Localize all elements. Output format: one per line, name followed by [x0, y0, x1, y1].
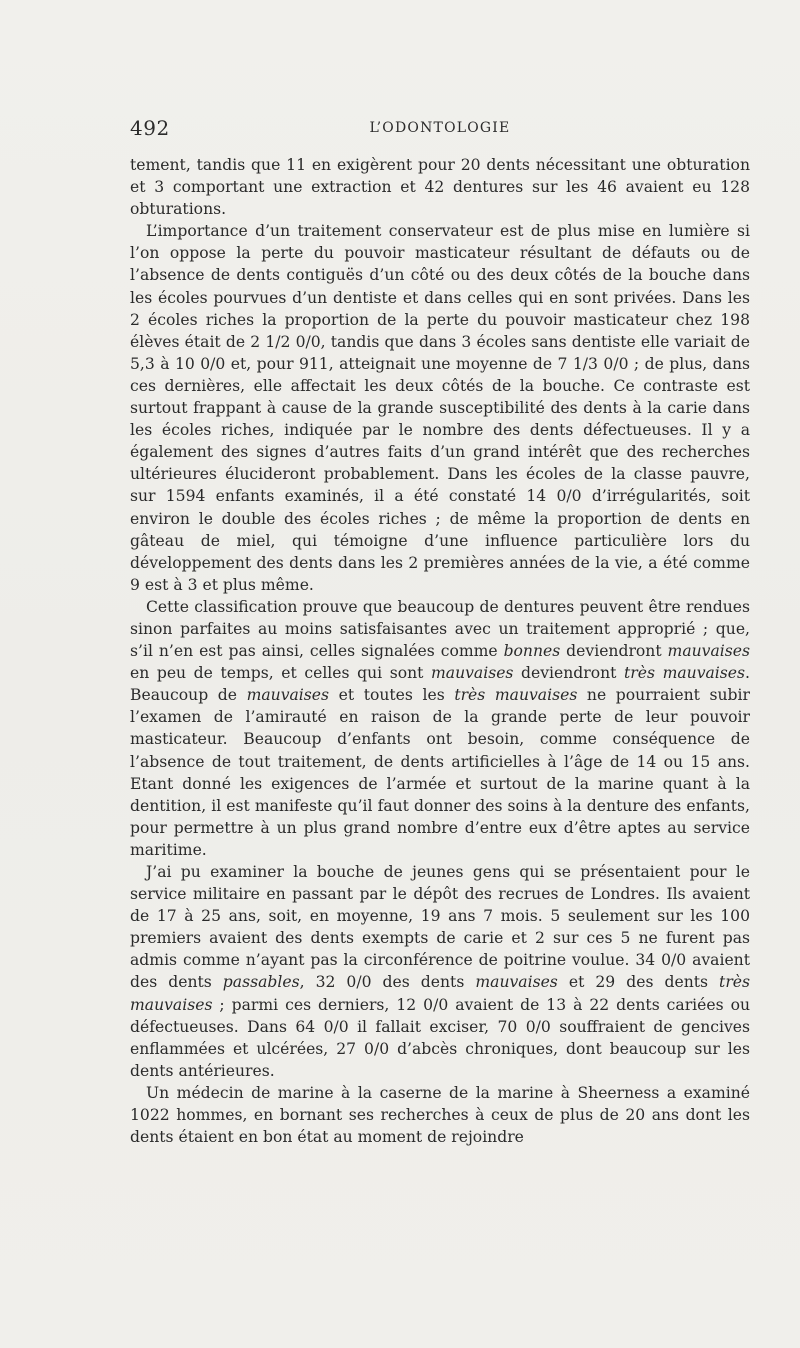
- text-run: en peu de temps, et celles qui sont: [130, 664, 431, 683]
- italic-text-run: très mauvaises: [624, 664, 746, 683]
- italic-text-run: mauvaises: [475, 973, 558, 992]
- text-run: L’importance d’un traitement conservateur est de plus mise en lumière si l’on oppose la perte du pouvoir masticateur résultant de défauts ou de l’absence de dents contiguës d’un côté ou des deux côtés de la bouche dans les écoles pourvues d’un dentiste et dans celles qui en sont privées. Dans les 2 écoles riches la proportion de la perte du pouvoir masticateur chez 198 élèves était de 2 1/2 0/0, tandis que dans 3 écoles sans dentiste elle variait de 5,3 à 10 0/0 et, pour 911, atteignait une moyenne de 7 1/3 0/0 ; de plus, dans ces dernières, elle affectait les deux côtés de la bouche. Ce contraste est surtout frappant à cause de la grande susceptibilité des dents à la carie dans les écoles riches, indiquée par le nombre des dents défectueuses. Il y a également des signes d’autres faits d’un grand intérêt que des recherches ultérieures élucideront probablement. Dans les écoles de la classe pauvre, sur 1594 enfants examinés, il a été constaté 14 0/0 d’irrégularités, soit environ le double des écoles riches ; de même la proportion de dents en gâteau de miel, qui témoigne d’une influence particulière lors du développement des dents dans les 2 premières années de la vie, a été comme 9 est à 3 et plus même.: [130, 222, 750, 594]
- paragraph: [130, 154, 750, 220]
- paragraph: [130, 220, 750, 596]
- body-text: [130, 154, 750, 1148]
- italic-text-run: mauvaises: [430, 664, 514, 683]
- text-run: Un médecin de marine à la caserne de la marine à Sheerness a examiné 1022 hommes, en bornant ses recherches à ceux de plus de 20 ans dont les dents étaient en bon état au moment de rejoindre: [130, 1083, 750, 1147]
- page-header: [130, 116, 750, 142]
- text-run: et toutes les: [329, 686, 455, 705]
- text-run: J’ai pu examiner la bouche de jeunes gens qui se présentaient pour le service militaire en passant par le dépôt des recrues de Londres. Ils avaient de 17 à 25 ans, soit, en moyenne, 19 ans 7 mois. 5 seulement sur les 100 premiers avaient des dents exempts de carie et 2 sur ces 5 ne furent pas admis comme n’ayant pas la circonférence de poitrine voulue. 34 0/0 avaient des dents: [130, 863, 750, 992]
- paragraph: [130, 596, 750, 861]
- italic-text-run: passables: [222, 973, 300, 992]
- text-run: ; parmi ces derniers, 12 0/0 avaient de 13 à 22 dents cariées ou défectueuses. Dans 64 0/0 il fallait exciser, 70 0/0 souffraient de gencives enflammées et ulcérées, 27 0/0 d’abcès chroniques, dont beaucoup sur les dents antérieures.: [130, 995, 750, 1080]
- text-run: . Beaucoup de: [130, 664, 750, 705]
- italic-text-run: bonnes: [503, 642, 561, 661]
- running-head: L’ODONTOLOGIE: [369, 120, 511, 136]
- text-run: deviendront: [513, 664, 625, 683]
- italic-text-run: mauvaises: [246, 686, 330, 705]
- paragraph: [130, 861, 750, 1082]
- text-run: tement, tandis que 11 en exigèrent pour 20 dents nécessitant une obturation et 3 comportant une extraction et 42 dentures sur les 46 avaient eu 128 obturations.: [130, 156, 750, 219]
- italic-text-run: très mauvaises: [454, 686, 578, 705]
- text-run: Cette classification prouve que beaucoup de dentures peuvent être rendues sinon parfaites au moins satisfaisantes avec un traitement approprié ; que, s’il n’en est pas ainsi, celles signalées comme: [130, 597, 750, 661]
- page-number: 492: [130, 116, 170, 140]
- text-run: , 32 0/0 des dents: [299, 973, 476, 992]
- italic-text-run: très mauvaises: [130, 973, 750, 1014]
- text-run: ne pourraient subir l’examen de l’amirauté en raison de la grande perte de leur pouvoir masticateur. Beaucoup d’enfants ont besoin, comme conséquence de l’absence de tout traitement, de dents artificielles à l’âge de 14 ou 15 ans. Etant donné les exigences de l’armée et surtout de la marine quant à la dentition, il est manifeste qu’il faut donner des soins à la denture des enfants, pour permettre à un plus grand nombre d’entre eux d’être aptes au service maritime.: [130, 686, 750, 859]
- text-run: et 29 des dents: [557, 973, 720, 992]
- italic-text-run: mauvaises: [667, 642, 750, 661]
- text-run: deviendront: [560, 642, 668, 661]
- paragraph: [130, 1082, 750, 1148]
